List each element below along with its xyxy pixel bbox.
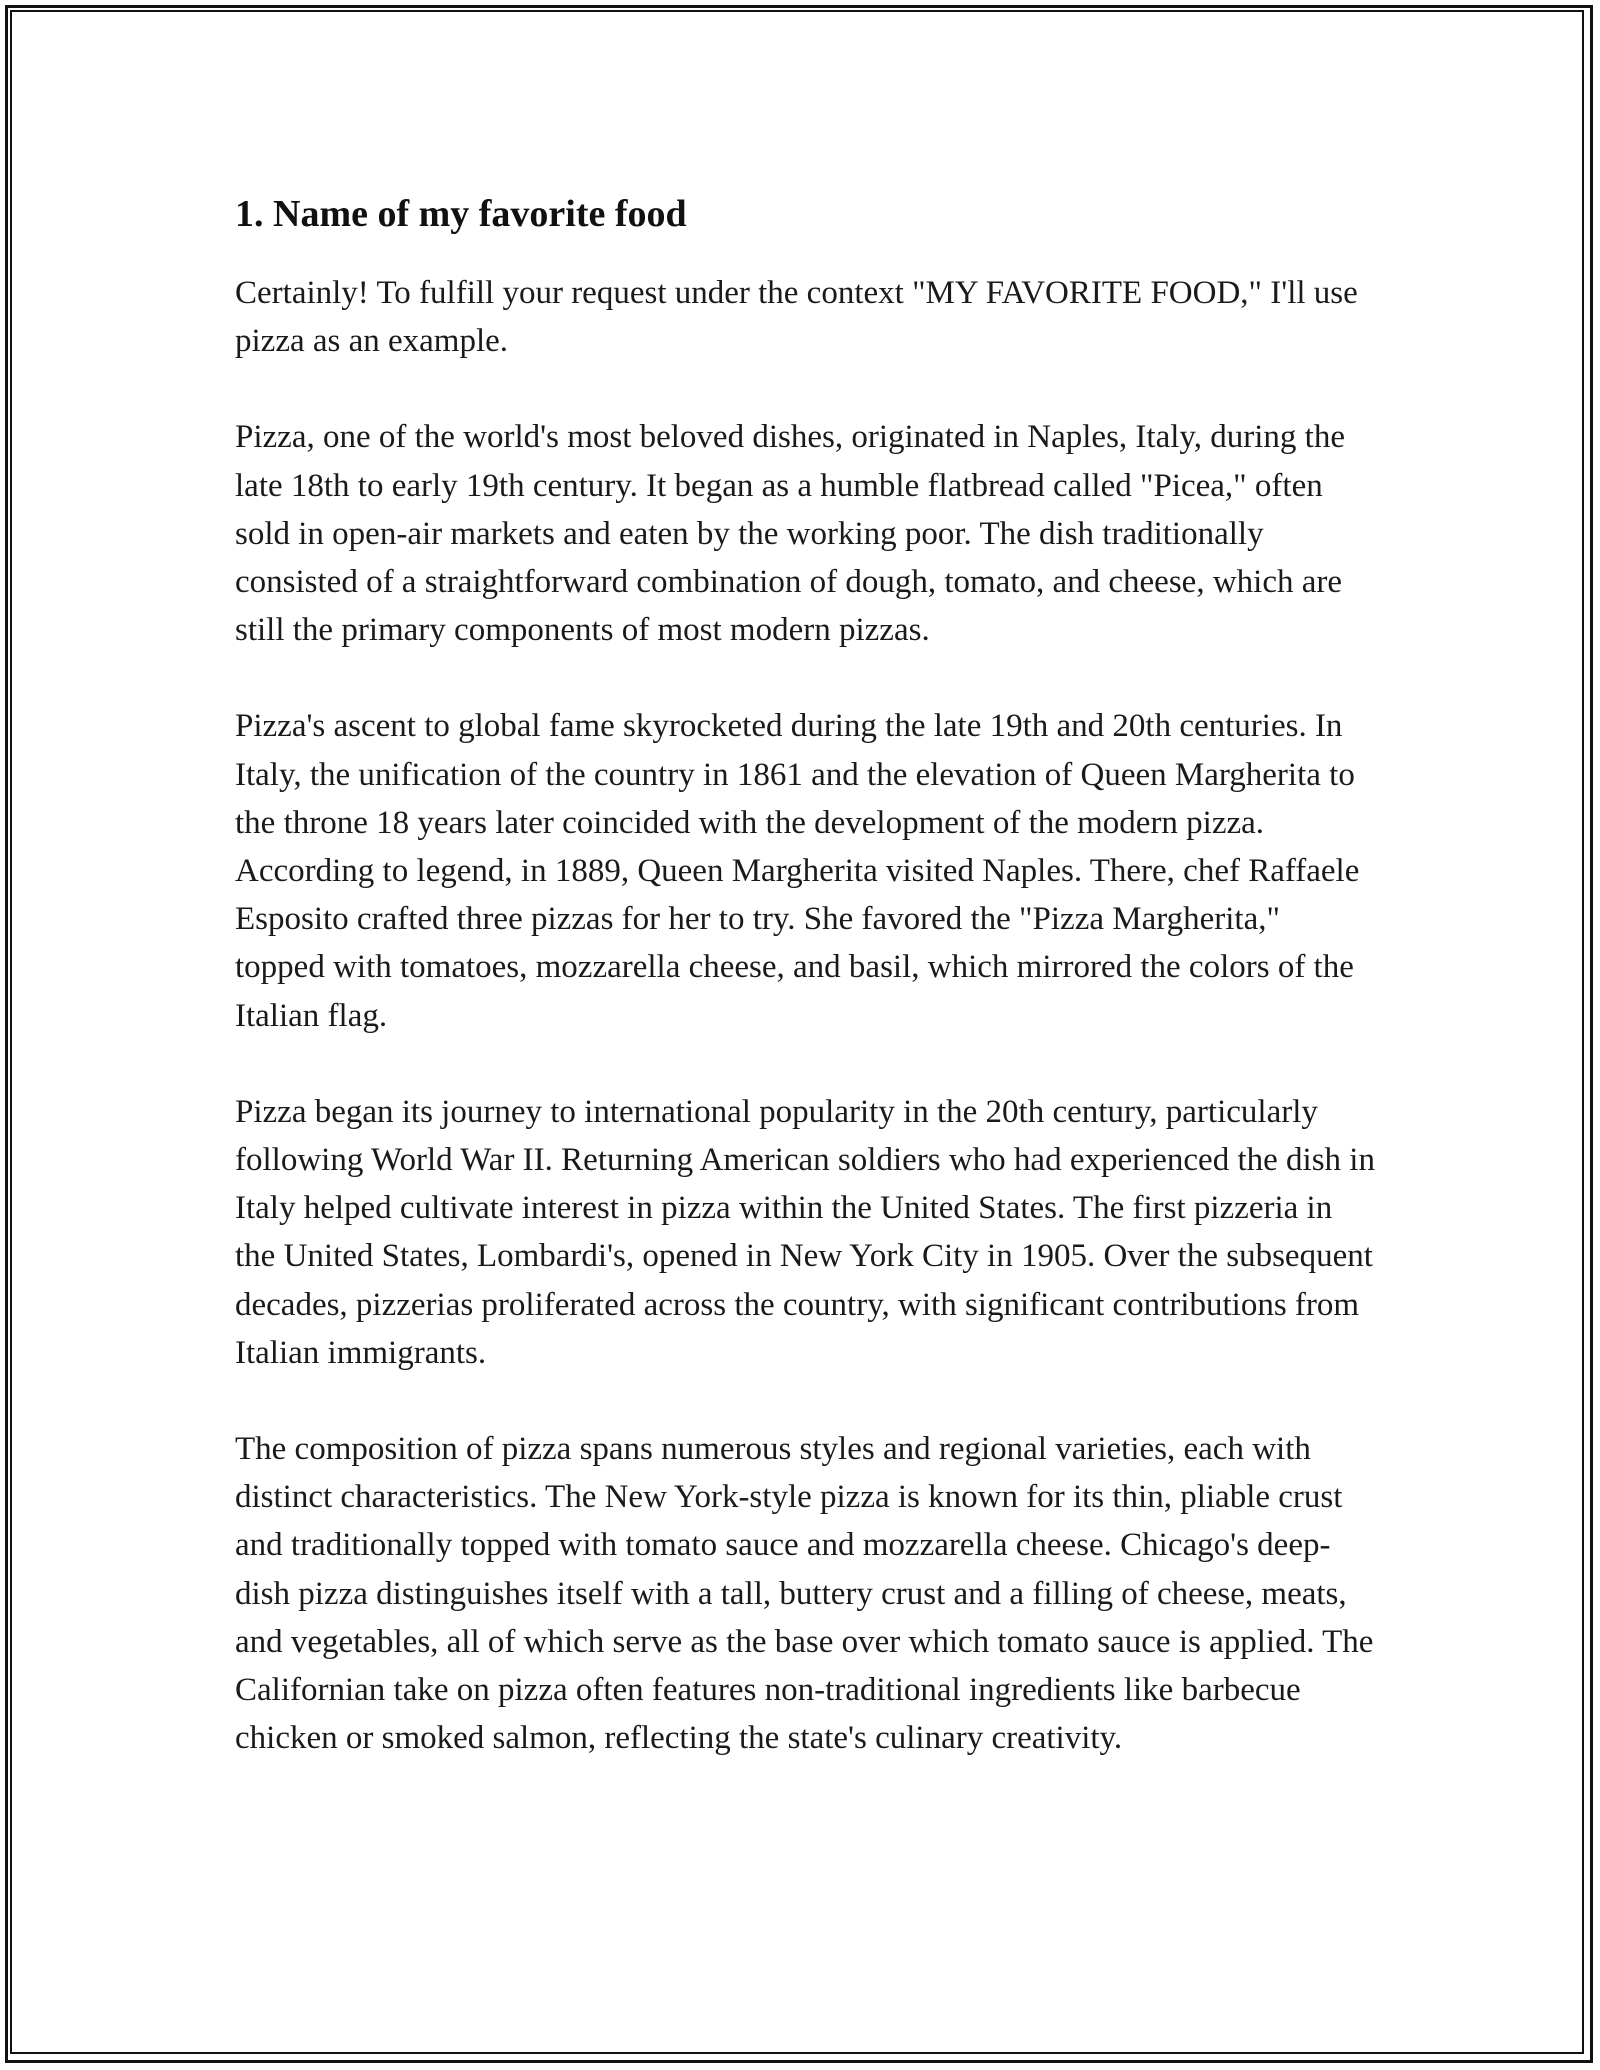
paragraph-fame: Pizza's ascent to global fame skyrocketed during the late 19th and 20th centuries. In Italy, the unification of the country in 1861 and the elevation of Queen Margherita to the throne 18 years later coincided with the development of the modern pizza. According to legend, in 1889, Queen Margherita visited Naples. There, chef Raffaele Esposito crafted three pizzas for her to try. She favored the "Pizza Margherita," topped with tomatoes, mozzarella cheese, and basil, which mirrored the colors of the Italian flag. — [235, 708, 1360, 1034]
section-heading: 1. Name of my favorite food — [235, 193, 687, 235]
paragraph-intro: Certainly! To fulfill your request under the context "MY FAVORITE FOOD," I'll use pizza as an example. — [235, 275, 1358, 360]
paragraph-origin: Pizza, one of the world's most beloved dishes, originated in Naples, Italy, during the late 18th to early 19th century. It began as a humble flatbread called "Picea," often sold in open-air markets and eaten by the working poor. The dish traditionally consisted of a straightforward combination of dough, tomato, and cheese, which are still the primary components of most modern pizzas. — [235, 419, 1345, 649]
document-body — [235, 185, 1375, 1810]
paragraph-styles: The composition of pizza spans numerous styles and regional varieties, each with distinct characteristics. The New York-style pizza is known for its thin, pliable crust and traditionally topped with tomato sauce and mozzarella cheese. Chicago's deep-dish pizza distinguishes itself with a tall, buttery crust and a filling of cheese, meats, and vegetables, all of which serve as the base over which tomato sauce is applied. The Californian take on pizza often features non-traditional ingredients like barbecue chicken or smoked salmon, reflecting the state's culinary creativity. — [235, 1431, 1374, 1757]
paragraph-international: Pizza began its journey to international popularity in the 20th century, particularly following World War II. Returning American soldiers who had experienced the dish in Italy helped cultivate interest in pizza within the United States. The first pizzeria in the United States, Lombardi's, opened in New York City in 1905. Over the subsequent decades, pizzerias proliferated across the country, with significant contributions from Italian immigrants. — [235, 1093, 1375, 1371]
